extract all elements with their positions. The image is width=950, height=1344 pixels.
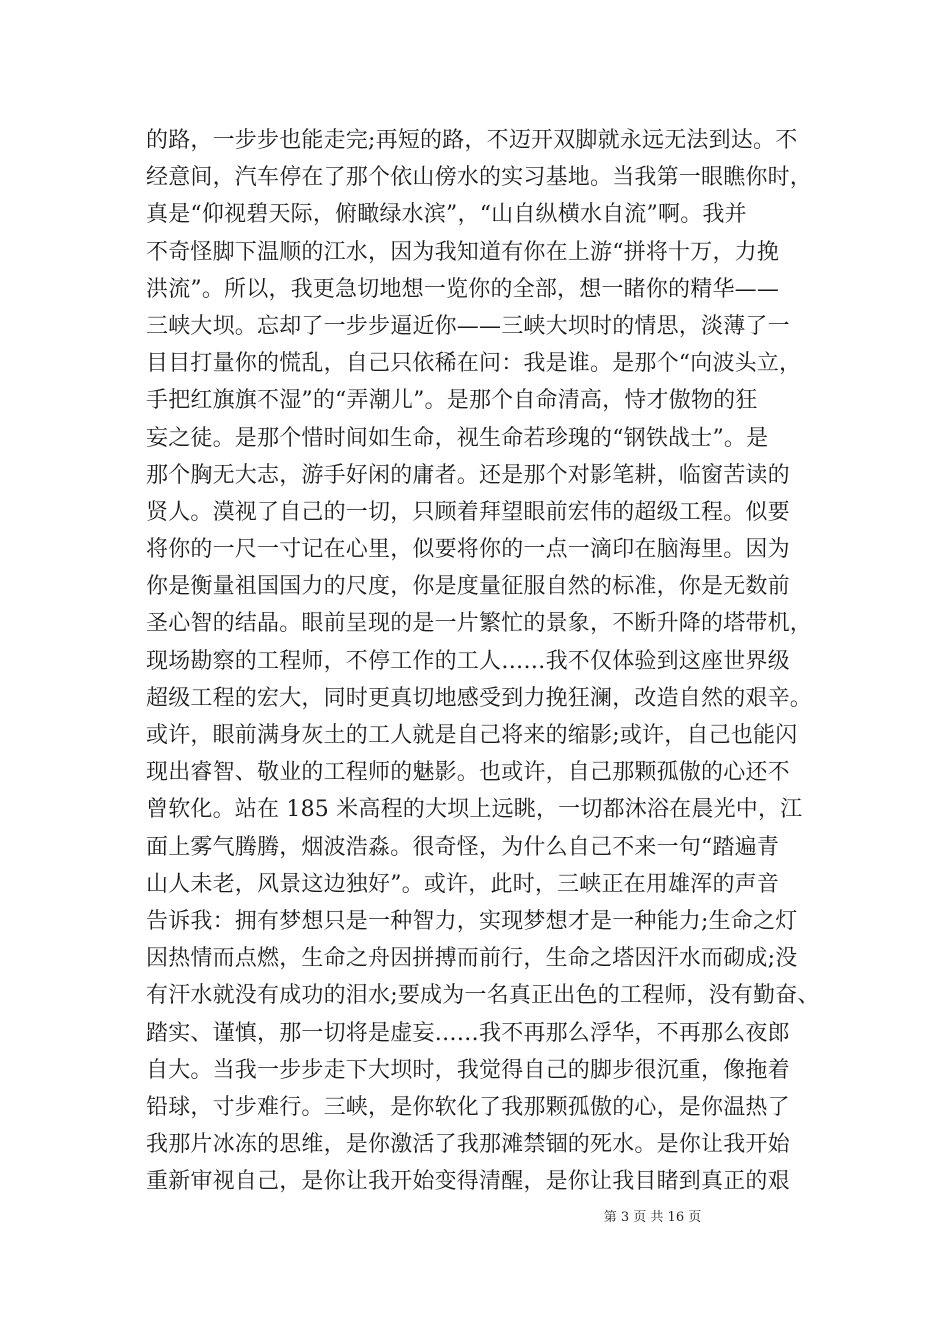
body-line: 妄之徒。是那个惜时间如生命，视生命若珍瑰的“钢铁战士”。是 — [146, 425, 769, 451]
body-line: 因热情而点燃，生命之舟因拼搏而前行，生命之塔因汗水而砌成;没 — [146, 946, 798, 972]
body-line: 真是“仰视碧天际，俯瞰绿水滨”，“山自纵横水自流”啊。我并 — [146, 202, 747, 228]
body-line: 踏实、谨慎，那一切将是虚妄……我不再那么浮华，不再那么夜郎 — [146, 1020, 790, 1046]
body-line: 圣心智的结晶。眼前呈现的是一片繁忙的景象，不断升降的塔带机， — [146, 611, 813, 637]
body-line: 经意间，汽车停在了那个依山傍水的实习基地。当我第一眼瞧你时， — [146, 165, 813, 191]
body-line: 山人未老，风景这边独好”。或许，此时，三峡正在用雄浑的声音 — [146, 871, 780, 897]
body-line: 不奇怪脚下温顺的江水，因为我知道有你在上游“拼将十万，力挽 — [146, 239, 780, 265]
body-line: 面上雾气腾腾，烟波浩淼。很奇怪，为什么自己不来一句“踏遍青 — [146, 834, 780, 860]
body-line: 贤人。漠视了自己的一切，只顾着拜望眼前宏伟的超级工程。似要 — [146, 499, 790, 525]
body-line: 手把红旗旗不湿”的“弄潮儿”。是那个自命清高，恃才傲物的狂 — [146, 388, 758, 414]
body-line: 重新审视自己，是你让我开始变得清醒，是你让我目睹到真正的艰 — [146, 1169, 790, 1195]
body-line: 我那片冰冻的思维，是你激活了我那滩禁锢的死水。是你让我开始 — [146, 1132, 790, 1158]
body-line: 洪流”。所以，我更急切地想一览你的全部，想一睹你的精华—— — [146, 276, 780, 302]
body-line: 或许，眼前满身灰土的工人就是自己将来的缩影;或许，自己也能闪 — [146, 723, 798, 748]
body-line: 三峡大坝。忘却了一步步逼近你——三峡大坝时的情思，淡薄了一 — [146, 313, 790, 339]
body-line: 超级工程的宏大，同时更真切地感受到力挽狂澜，改造自然的艰辛。 — [146, 685, 813, 711]
body-line: 现出睿智、敬业的工程师的魅影。也或许，自己那颗孤傲的心还不 — [146, 760, 790, 786]
body-line: 的路，一步步也能走完;再短的路，不迈开双脚就永远无法到达。不 — [146, 128, 798, 153]
body-line: 你是衡量祖国国力的尺度，你是度量征服自然的标准，你是无数前 — [146, 574, 790, 600]
body-line: 铅球，寸步难行。三峡，是你软化了我那颗孤傲的心，是你温热了 — [146, 1094, 790, 1120]
body-line: 告诉我：拥有梦想只是一种智力，实现梦想才是一种能力;生命之灯 — [146, 908, 798, 934]
page-number: 第 3 页 共 16 页 — [603, 1210, 702, 1225]
body-line: 自大。当我一步步走下大坝时，我觉得自己的脚步很沉重，像拖着 — [146, 1057, 790, 1083]
body-text — [146, 122, 820, 1200]
page-footer — [0, 1206, 950, 1225]
body-line: 有汗水就没有成功的泪水;要成为一名真正出色的工程师，没有勤奋、 — [146, 983, 820, 1009]
body-line: 目目打量你的慌乱，自己只依稀在问：我是谁。是那个“向波头立， — [146, 351, 802, 377]
body-line: 曾软化。站在 185 米高程的大坝上远眺，一切都沐浴在晨光中，江 — [146, 797, 803, 823]
body-line: 将你的一尺一寸记在心里，似要将你的一点一滴印在脑海里。因为 — [146, 537, 790, 563]
body-line: 那个胸无大志，游手好闲的庸者。还是那个对影笔耕，临窗苦读的 — [146, 462, 790, 488]
body-line: 现场勘察的工程师，不停工作的工人……我不仅体验到这座世界级 — [146, 648, 790, 674]
